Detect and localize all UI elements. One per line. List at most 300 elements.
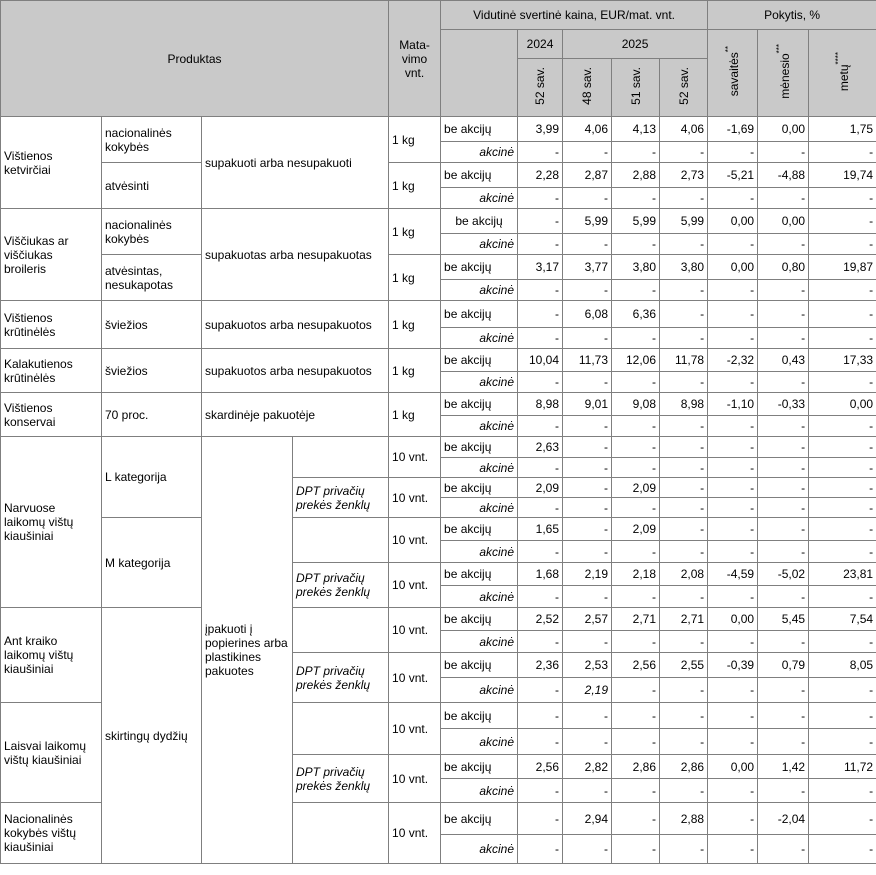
change-week: - (708, 437, 758, 458)
price-type: akcinė (441, 631, 518, 653)
change-month: - (758, 518, 809, 541)
price-2025-w48: - (563, 586, 612, 608)
price-2025-w51: 12,06 (612, 349, 660, 372)
price-2025-w52: 2,86 (660, 755, 708, 779)
product-packaging: supakuotos arba nesupakuotos (202, 301, 389, 349)
header-savaites: savaitės** (708, 30, 758, 117)
change-year: - (809, 729, 876, 755)
header-matavimo: Mata-vimo vnt. (389, 1, 441, 117)
brand-cell (293, 703, 389, 755)
price-type: be akcijų (441, 393, 518, 416)
price-2025-w52: - (660, 631, 708, 653)
brand-cell (293, 608, 389, 653)
price-type: be akcijų (441, 803, 518, 835)
price-2025-w48: 11,73 (563, 349, 612, 372)
unit: 1 kg (389, 209, 441, 255)
price-2025-w51: - (612, 631, 660, 653)
price-2025-w51: - (612, 541, 660, 563)
dpt-brand-label: DPT privačių prekės ženklų (293, 755, 389, 803)
change-year: - (809, 301, 876, 328)
price-2025-w48: - (563, 234, 612, 255)
change-year: - (809, 586, 876, 608)
dpt-brand-label: DPT privačių prekės ženklų (293, 478, 389, 518)
change-year: - (809, 372, 876, 393)
header-week-48: 48 sav. (563, 59, 612, 117)
price-2025-w51: - (612, 142, 660, 163)
price-2025-w52: 5,99 (660, 209, 708, 234)
product-variant: atvėsinti (102, 163, 202, 209)
price-2025-w51: - (612, 586, 660, 608)
change-year: - (809, 458, 876, 478)
price-2024-w52: - (518, 631, 563, 653)
price-2025-w51: - (612, 280, 660, 301)
unit: 1 kg (389, 393, 441, 437)
price-type: akcinė (441, 498, 518, 518)
price-2025-w51: - (612, 803, 660, 835)
price-2025-w52: - (660, 835, 708, 864)
price-2024-w52: - (518, 703, 563, 729)
price-2024-w52: 1,65 (518, 518, 563, 541)
price-2025-w48: - (563, 631, 612, 653)
change-week: - (708, 328, 758, 349)
change-year: - (809, 478, 876, 498)
price-type: akcinė (441, 729, 518, 755)
change-week: - (708, 779, 758, 803)
price-2025-w52: 2,08 (660, 563, 708, 586)
price-2025-w51: 6,36 (612, 301, 660, 328)
price-2025-w48: - (563, 835, 612, 864)
change-year: - (809, 142, 876, 163)
unit: 1 kg (389, 301, 441, 349)
product-name: Nacionalinės kokybės vištų kiaušiniai (1, 803, 102, 864)
price-type: be akcijų (441, 608, 518, 631)
price-2025-w51: 4,13 (612, 117, 660, 142)
product-packaging: skardinėje pakuotėje (202, 393, 389, 437)
price-2024-w52: - (518, 779, 563, 803)
change-month: 0,43 (758, 349, 809, 372)
brand-cell (293, 803, 389, 864)
price-2024-w52: - (518, 280, 563, 301)
table-row (1, 349, 876, 372)
product-packaging: supakuotos arba nesupakuotos (202, 349, 389, 393)
change-month: -2,04 (758, 803, 809, 835)
change-month: 1,42 (758, 755, 809, 779)
price-2025-w52: - (660, 478, 708, 498)
header-produktas: Produktas (1, 1, 389, 117)
price-2025-w52: - (660, 188, 708, 209)
price-2024-w52: 2,63 (518, 437, 563, 458)
change-week: 0,00 (708, 608, 758, 631)
price-2025-w48: - (563, 729, 612, 755)
unit: 10 vnt. (389, 563, 441, 608)
table-body (1, 117, 876, 864)
price-2025-w51: - (612, 835, 660, 864)
price-2025-w51: - (612, 498, 660, 518)
price-2024-w52: 2,36 (518, 653, 563, 678)
product-name: Vištienos krūtinėlės (1, 301, 102, 349)
price-2025-w48: - (563, 280, 612, 301)
price-2025-w51: - (612, 437, 660, 458)
price-type: be akcijų (441, 163, 518, 188)
change-week: -5,21 (708, 163, 758, 188)
price-type: akcinė (441, 142, 518, 163)
price-2025-w52: - (660, 518, 708, 541)
unit: 10 vnt. (389, 478, 441, 518)
price-2025-w52: - (660, 729, 708, 755)
price-type: be akcijų (441, 653, 518, 678)
change-year: 19,74 (809, 163, 876, 188)
change-month: 0,00 (758, 117, 809, 142)
change-month: - (758, 328, 809, 349)
price-2024-w52: - (518, 416, 563, 437)
price-2025-w52: 8,98 (660, 393, 708, 416)
price-2025-w48: 2,19 (563, 563, 612, 586)
price-2024-w52: - (518, 729, 563, 755)
change-month: 0,00 (758, 209, 809, 234)
change-month: - (758, 416, 809, 437)
change-year: - (809, 280, 876, 301)
price-type: be akcijų (441, 755, 518, 779)
change-month: - (758, 188, 809, 209)
unit: 10 vnt. (389, 608, 441, 653)
change-week: - (708, 280, 758, 301)
header-blank (441, 30, 518, 117)
change-week: - (708, 703, 758, 729)
change-year: 23,81 (809, 563, 876, 586)
price-type: be akcijų (441, 349, 518, 372)
header-metu: metų**** (809, 30, 876, 117)
change-month: 5,45 (758, 608, 809, 631)
product-name: Viščiukas ar viščiukas broileris (1, 209, 102, 301)
change-week: - (708, 631, 758, 653)
product-variant: nacionalinės kokybės (102, 209, 202, 255)
change-week: -0,39 (708, 653, 758, 678)
price-2025-w52: - (660, 678, 708, 703)
price-2025-w48: 2,53 (563, 653, 612, 678)
price-2024-w52: - (518, 678, 563, 703)
price-2025-w48: 2,19 (563, 678, 612, 703)
unit: 10 vnt. (389, 803, 441, 864)
change-week: - (708, 518, 758, 541)
change-week: - (708, 301, 758, 328)
price-2025-w48: - (563, 478, 612, 498)
price-2025-w51: 3,80 (612, 255, 660, 280)
price-2024-w52: - (518, 328, 563, 349)
header-week-51: 51 sav. (612, 59, 660, 117)
change-month: - (758, 301, 809, 328)
change-month: - (758, 631, 809, 653)
price-2025-w51: 2,86 (612, 755, 660, 779)
unit: 10 vnt. (389, 437, 441, 478)
price-2025-w51: 5,99 (612, 209, 660, 234)
price-2024-w52: - (518, 458, 563, 478)
price-2025-w48: 2,82 (563, 755, 612, 779)
price-2024-w52: - (518, 803, 563, 835)
change-week: - (708, 835, 758, 864)
change-year: - (809, 703, 876, 729)
change-year: - (809, 234, 876, 255)
price-2025-w51: 9,08 (612, 393, 660, 416)
brand-cell (293, 518, 389, 563)
product-name: Laisvai laikomų vištų kiaušiniai (1, 703, 102, 803)
change-month: - (758, 703, 809, 729)
egg-category: M kategorija (102, 518, 202, 608)
header-menesio: mėnesio*** (758, 30, 809, 117)
price-2025-w48: 2,87 (563, 163, 612, 188)
price-2025-w48: - (563, 779, 612, 803)
price-2024-w52: - (518, 234, 563, 255)
egg-category: skirtingų dydžių (102, 608, 202, 864)
price-type: akcinė (441, 458, 518, 478)
change-month: - (758, 779, 809, 803)
table-row (1, 393, 876, 416)
price-2024-w52: 2,09 (518, 478, 563, 498)
change-week: -2,32 (708, 349, 758, 372)
price-type: akcinė (441, 586, 518, 608)
price-2024-w52: 3,17 (518, 255, 563, 280)
change-month: - (758, 458, 809, 478)
price-2025-w48: 4,06 (563, 117, 612, 142)
header-kaina: Vidutinė svertinė kaina, EUR/mat. vnt. (441, 1, 708, 30)
product-packaging: supakuotas arba nesupakuotas (202, 209, 389, 301)
price-2025-w51: - (612, 779, 660, 803)
header-year-2025: 2025 (563, 30, 708, 59)
product-packaging: supakuoti arba nesupakuoti (202, 117, 389, 209)
price-2025-w48: - (563, 703, 612, 729)
price-type: be akcijų (441, 255, 518, 280)
price-2025-w51: - (612, 703, 660, 729)
change-week: - (708, 142, 758, 163)
price-2025-w52: - (660, 498, 708, 518)
price-2024-w52: - (518, 372, 563, 393)
price-2024-w52: 2,52 (518, 608, 563, 631)
change-year: - (809, 518, 876, 541)
change-week: -1,10 (708, 393, 758, 416)
change-year: - (809, 437, 876, 458)
change-week: 0,00 (708, 209, 758, 234)
change-week: - (708, 678, 758, 703)
price-2025-w52: - (660, 142, 708, 163)
price-2025-w52: 11,78 (660, 349, 708, 372)
change-month: - (758, 729, 809, 755)
unit: 1 kg (389, 163, 441, 209)
price-type: akcinė (441, 678, 518, 703)
egg-category: L kategorija (102, 437, 202, 518)
change-week: - (708, 729, 758, 755)
price-2024-w52: - (518, 586, 563, 608)
header-pokytis: Pokytis, % (708, 1, 876, 30)
change-year: - (809, 416, 876, 437)
change-week: 0,00 (708, 755, 758, 779)
price-type: akcinė (441, 835, 518, 864)
unit: 10 vnt. (389, 755, 441, 803)
table-row (1, 209, 876, 234)
price-type: be akcijų (441, 518, 518, 541)
table-header (1, 1, 876, 117)
price-2025-w52: - (660, 301, 708, 328)
price-2025-w51: - (612, 188, 660, 209)
price-type: akcinė (441, 541, 518, 563)
change-week: - (708, 803, 758, 835)
price-2024-w52: 2,56 (518, 755, 563, 779)
price-2025-w51: 2,71 (612, 608, 660, 631)
change-year: - (809, 498, 876, 518)
header-week-52-2024: 52 sav. (518, 59, 563, 117)
product-name: Vištienos ketvirčiai (1, 117, 102, 209)
change-year: - (809, 188, 876, 209)
change-year: - (809, 803, 876, 835)
price-2025-w52: - (660, 372, 708, 393)
price-2025-w48: 5,99 (563, 209, 612, 234)
price-2025-w52: 4,06 (660, 117, 708, 142)
unit: 1 kg (389, 349, 441, 393)
price-2025-w51: 2,18 (612, 563, 660, 586)
price-type: akcinė (441, 328, 518, 349)
change-week: -1,69 (708, 117, 758, 142)
change-week: - (708, 458, 758, 478)
price-2024-w52: 1,68 (518, 563, 563, 586)
price-2025-w51: - (612, 458, 660, 478)
change-year: - (809, 328, 876, 349)
change-week: - (708, 586, 758, 608)
price-2025-w52: - (660, 458, 708, 478)
change-month: - (758, 234, 809, 255)
header-year-2024: 2024 (518, 30, 563, 59)
price-2025-w52: 2,55 (660, 653, 708, 678)
change-year: 0,00 (809, 393, 876, 416)
price-2025-w48: - (563, 416, 612, 437)
table-row (1, 117, 876, 142)
price-2025-w51: - (612, 678, 660, 703)
price-2025-w48: - (563, 328, 612, 349)
price-type: be akcijų (441, 301, 518, 328)
price-2024-w52: - (518, 209, 563, 234)
price-2025-w48: - (563, 541, 612, 563)
change-year: 8,05 (809, 653, 876, 678)
product-variant: šviežios (102, 349, 202, 393)
product-name: Narvuose laikomų vištų kiaušiniai (1, 437, 102, 608)
price-2024-w52: 3,99 (518, 117, 563, 142)
change-month: - (758, 678, 809, 703)
dpt-brand-label: DPT privačių prekės ženklų (293, 563, 389, 608)
table-row (1, 163, 876, 188)
change-year: - (809, 209, 876, 234)
dpt-brand-label: DPT privačių prekės ženklų (293, 653, 389, 703)
price-2025-w48: - (563, 188, 612, 209)
price-type: be akcijų (441, 563, 518, 586)
header-week-52-2025: 52 sav. (660, 59, 708, 117)
price-2025-w48: - (563, 437, 612, 458)
price-2025-w52: - (660, 541, 708, 563)
change-month: 0,79 (758, 653, 809, 678)
change-year: 7,54 (809, 608, 876, 631)
price-2025-w52: - (660, 703, 708, 729)
price-2024-w52: - (518, 188, 563, 209)
price-2024-w52: 2,28 (518, 163, 563, 188)
price-2025-w52: - (660, 586, 708, 608)
change-month: - (758, 372, 809, 393)
product-name: Vištienos konservai (1, 393, 102, 437)
price-2025-w52: 2,88 (660, 803, 708, 835)
price-2025-w51: - (612, 416, 660, 437)
change-year: - (809, 541, 876, 563)
egg-packaging: įpakuoti į popierines arba plastikines pakuotes (202, 437, 293, 864)
price-type: be akcijų (441, 437, 518, 458)
price-2025-w48: 3,77 (563, 255, 612, 280)
change-month: -0,33 (758, 393, 809, 416)
table-row (1, 437, 876, 458)
change-week: - (708, 372, 758, 393)
change-year: - (809, 779, 876, 803)
change-year: 19,87 (809, 255, 876, 280)
price-2025-w52: - (660, 280, 708, 301)
change-month: -5,02 (758, 563, 809, 586)
table-row (1, 518, 876, 541)
table-row (1, 608, 876, 631)
price-2025-w48: - (563, 372, 612, 393)
price-2025-w48: - (563, 498, 612, 518)
price-2025-w51: 2,56 (612, 653, 660, 678)
change-year: 17,33 (809, 349, 876, 372)
product-variant: 70 proc. (102, 393, 202, 437)
change-month: - (758, 478, 809, 498)
price-2025-w52: - (660, 234, 708, 255)
price-2025-w52: 2,73 (660, 163, 708, 188)
table-row (1, 255, 876, 280)
change-year: - (809, 835, 876, 864)
change-week: - (708, 498, 758, 518)
price-type: be akcijų (441, 117, 518, 142)
change-year: - (809, 678, 876, 703)
price-2025-w48: - (563, 518, 612, 541)
change-year: - (809, 631, 876, 653)
change-month: -4,88 (758, 163, 809, 188)
price-2025-w48: 2,94 (563, 803, 612, 835)
price-type: akcinė (441, 234, 518, 255)
price-type: be akcijų (441, 209, 518, 234)
price-2024-w52: - (518, 142, 563, 163)
change-month: - (758, 586, 809, 608)
price-2025-w52: - (660, 779, 708, 803)
price-2025-w51: 2,09 (612, 478, 660, 498)
product-variant: atvėsintas, nesukapotas (102, 255, 202, 301)
brand-cell (293, 437, 389, 478)
price-2025-w48: 6,08 (563, 301, 612, 328)
price-2025-w48: - (563, 458, 612, 478)
change-week: - (708, 188, 758, 209)
price-2025-w52: 2,71 (660, 608, 708, 631)
price-2025-w51: - (612, 372, 660, 393)
unit: 10 vnt. (389, 703, 441, 755)
change-week: -4,59 (708, 563, 758, 586)
change-month: - (758, 835, 809, 864)
price-2025-w52: 3,80 (660, 255, 708, 280)
price-2025-w48: 9,01 (563, 393, 612, 416)
unit: 1 kg (389, 117, 441, 163)
change-month: 0,80 (758, 255, 809, 280)
product-variant: šviežios (102, 301, 202, 349)
product-name: Kalakutienos krūtinėlės (1, 349, 102, 393)
change-year: 1,75 (809, 117, 876, 142)
unit: 10 vnt. (389, 653, 441, 703)
unit: 1 kg (389, 255, 441, 301)
product-variant: nacionalinės kokybės (102, 117, 202, 163)
change-week: - (708, 234, 758, 255)
price-type: akcinė (441, 416, 518, 437)
change-week: - (708, 478, 758, 498)
change-week: - (708, 416, 758, 437)
price-type: be akcijų (441, 478, 518, 498)
